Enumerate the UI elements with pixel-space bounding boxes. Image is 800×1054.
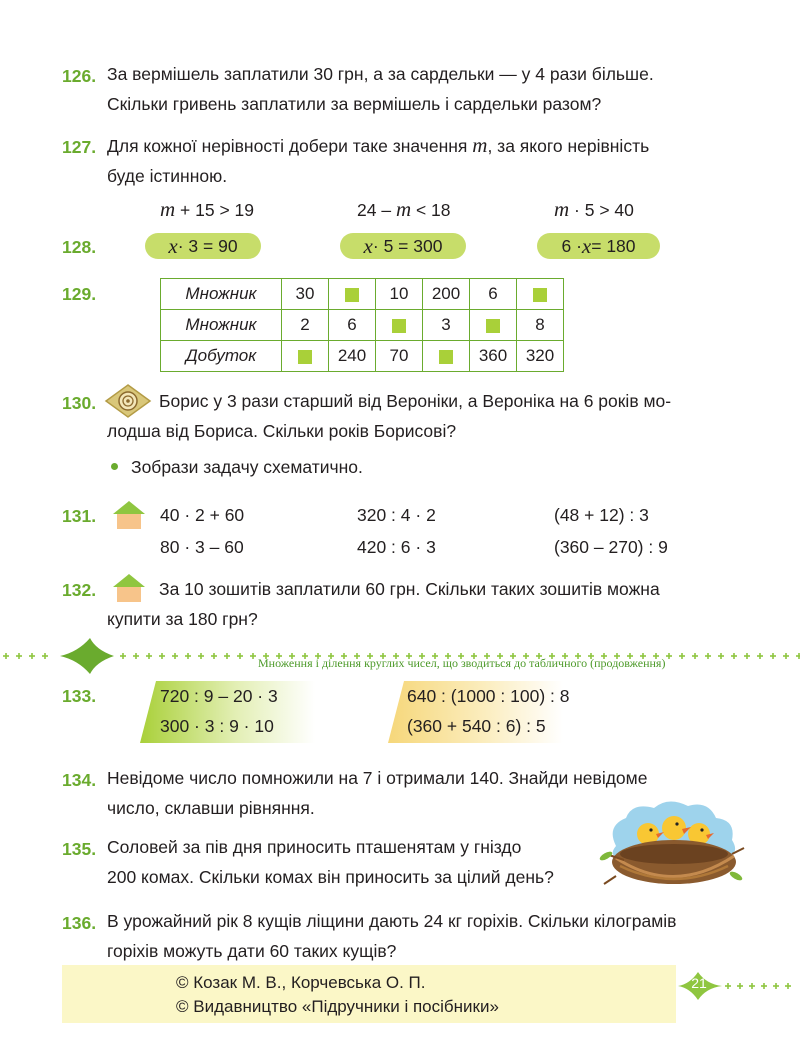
table-row (161, 341, 564, 372)
problem-127-text (107, 130, 727, 191)
plus-ornament (694, 653, 696, 659)
plus-ornament (746, 653, 748, 659)
plus-ornament (751, 983, 753, 989)
plus-ornament (787, 983, 789, 989)
table-row (161, 279, 564, 310)
plus-ornament (239, 653, 241, 659)
row-label: Множник (161, 279, 282, 310)
bullet-icon (111, 463, 118, 470)
table-cell: 10 (376, 279, 423, 310)
variable-m: m (472, 133, 488, 157)
table-cell: 200 (423, 279, 470, 310)
problem-130-line-1: Борис у 3 рази старший від Вероніки, а Вероніка на 6 років мо- (159, 391, 672, 411)
problem-134-line-1: Невідоме число помножили на 7 і отримали 140. Знайди невідоме (107, 768, 648, 788)
variable-m: m (395, 197, 412, 221)
expression: 320 : 4 · 2 (357, 505, 436, 525)
table-cell: 2 (282, 310, 329, 341)
house-icon (112, 500, 146, 530)
table-cell: 70 (376, 341, 423, 372)
problem-number-132: 132. (62, 580, 97, 600)
inequality-2-rest: < 18 (411, 200, 451, 220)
problem-number-134: 134. (62, 770, 97, 790)
problem-132-line-2: купити за 180 грн? (107, 609, 258, 629)
problem-number-128: 128. (62, 237, 97, 257)
inequality-2-pre: 24 – (357, 200, 396, 220)
expression: 40 · 2 + 60 (160, 505, 245, 525)
plus-ornament (739, 983, 741, 989)
plus-ornament (122, 653, 124, 659)
plus-ornament (31, 653, 33, 659)
expression: 80 · 3 – 60 (160, 537, 244, 557)
problem-126-line-1: За вермішель заплатили 30 грн, а за сардельки — у 4 рази більше. (107, 64, 654, 84)
problem-127-line-1b: , за якого нерівність (487, 136, 650, 156)
inequality-1-rest: + 15 > 19 (175, 200, 254, 220)
expression: 720 : 9 – 20 · 3 (160, 686, 278, 706)
problem-number-135: 135. (62, 839, 97, 859)
table-cell-blank (470, 310, 517, 341)
equation-1-rest: · 3 = 90 (177, 235, 238, 256)
table-cell-blank (423, 341, 470, 372)
problem-number-127: 127. (62, 137, 97, 157)
equation-2-rest: · 5 = 300 (372, 235, 443, 256)
expression: 300 · 3 : 9 · 10 (160, 716, 274, 736)
expression: (48 + 12) : 3 (554, 505, 649, 525)
plus-ornament (720, 653, 722, 659)
problem-130-line-2: лодша від Бориса. Скільки років Борисові? (107, 421, 457, 441)
problem-number-126: 126. (62, 66, 97, 86)
row-label: Множник (161, 310, 282, 341)
table-cell: 360 (470, 341, 517, 372)
table-cell-blank (376, 310, 423, 341)
table-cell: 240 (329, 341, 376, 372)
problem-number-129: 129. (62, 284, 97, 304)
variable-x: x (581, 233, 592, 258)
problem-135-text (107, 832, 607, 892)
blank-square-icon (533, 288, 547, 302)
problem-130-bullet-text: Зобрази задачу схематично. (131, 457, 363, 477)
blank-square-icon (345, 288, 359, 302)
copyright-line-1: © Козак М. В., Корчевська О. П. (176, 973, 426, 992)
problem-126-text (107, 59, 727, 119)
plus-ornament (174, 653, 176, 659)
problem-135-line-2: 200 комах. Скільки комах він приносить за цілий день? (107, 867, 554, 887)
table-cell: 30 (282, 279, 329, 310)
problem-136-line-2: горіхів можуть дати 60 таких кущів? (107, 941, 397, 961)
problem-136-line-1: В урожайний рік 8 кущів ліщини дають 24 кг горіхів. Скільки кілограмів (107, 911, 677, 931)
bird-nest-illustration (596, 796, 746, 896)
problem-number-136: 136. (62, 913, 97, 933)
plus-ornament (775, 983, 777, 989)
inequality-3-rest: · 5 > 40 (569, 200, 634, 220)
plus-ornament (763, 983, 765, 989)
blank-square-icon (298, 350, 312, 364)
equation-3-pre: 6 · (561, 235, 582, 256)
plus-ornament (18, 653, 20, 659)
problem-number-131: 131. (62, 506, 97, 526)
plus-ornament (226, 653, 228, 659)
plus-ornament (727, 983, 729, 989)
plus-ornament (733, 653, 735, 659)
variable-m: m (160, 197, 176, 221)
table-cell: 8 (517, 310, 564, 341)
problem-136-text (107, 906, 727, 966)
plus-ornament (252, 653, 254, 659)
blank-square-icon (486, 319, 500, 333)
expression: 420 : 6 · 3 (357, 537, 436, 557)
equation-pill-3 (537, 233, 660, 259)
copyright-line-2: © Видавництво «Підручники і посібники» (176, 997, 499, 1016)
section-title: Множення і ділення круглих чисел, що зводиться до табличного (продовження) (258, 656, 666, 670)
multiplication-table (160, 278, 564, 372)
problem-127-line-1a: Для кожної нерівності добери таке значення (107, 136, 473, 156)
expression: 640 : (1000 : 100) : 8 (407, 686, 570, 706)
blank-square-icon (392, 319, 406, 333)
equation-3-rest: = 180 (591, 235, 636, 256)
inequality-2 (357, 197, 451, 222)
row-label: Добуток (161, 341, 282, 372)
table-cell: 320 (517, 341, 564, 372)
table-row (161, 310, 564, 341)
variable-m: m (554, 197, 570, 221)
problem-number-133: 133. (62, 686, 97, 706)
table-cell: 6 (329, 310, 376, 341)
house-icon (112, 573, 146, 603)
plus-ornament (668, 653, 670, 659)
equation-pill-1 (145, 233, 261, 259)
problem-134-line-2: число, склавши рівняння. (107, 798, 315, 818)
problem-126-line-2: Скільки гривень заплатили за вермішель і сардельки разом? (107, 94, 602, 114)
table-cell-blank (282, 341, 329, 372)
inequality-3 (554, 197, 634, 222)
plus-ornament (135, 653, 137, 659)
plus-ornament (785, 653, 787, 659)
blank-square-icon (439, 350, 453, 364)
plus-ornament (200, 653, 202, 659)
page-number: 21 (691, 975, 707, 991)
expression: (360 – 270) : 9 (554, 537, 668, 557)
inequality-1 (160, 197, 254, 222)
plus-ornament (161, 653, 163, 659)
variable-x: x (168, 233, 178, 258)
equation-pill-2 (340, 233, 466, 259)
plus-ornament (681, 653, 683, 659)
problem-127-line-1 (107, 130, 727, 161)
plus-ornament (5, 653, 7, 659)
plus-ornament (187, 653, 189, 659)
plus-ornament (772, 653, 774, 659)
plus-ornament (707, 653, 709, 659)
plus-ornament (148, 653, 150, 659)
table-cell: 6 (470, 279, 517, 310)
table-cell: 3 (423, 310, 470, 341)
problem-number-130: 130. (62, 393, 97, 413)
table-cell-blank (517, 279, 564, 310)
problem-132-line-1: За 10 зошитів заплатили 60 грн. Скільки таких зошитів можна (159, 579, 660, 599)
problem-135-line-1: Соловей за пів дня приносить пташенятам у гніздо (107, 837, 522, 857)
logic-task-icon (104, 383, 152, 419)
plus-ornament (759, 653, 761, 659)
expression: (360 + 540 : 6) : 5 (407, 716, 546, 736)
problem-127-line-2: буде істинною. (107, 166, 228, 186)
variable-x: x (363, 233, 373, 258)
plus-ornament (213, 653, 215, 659)
plus-ornament (44, 653, 46, 659)
table-cell-blank (329, 279, 376, 310)
